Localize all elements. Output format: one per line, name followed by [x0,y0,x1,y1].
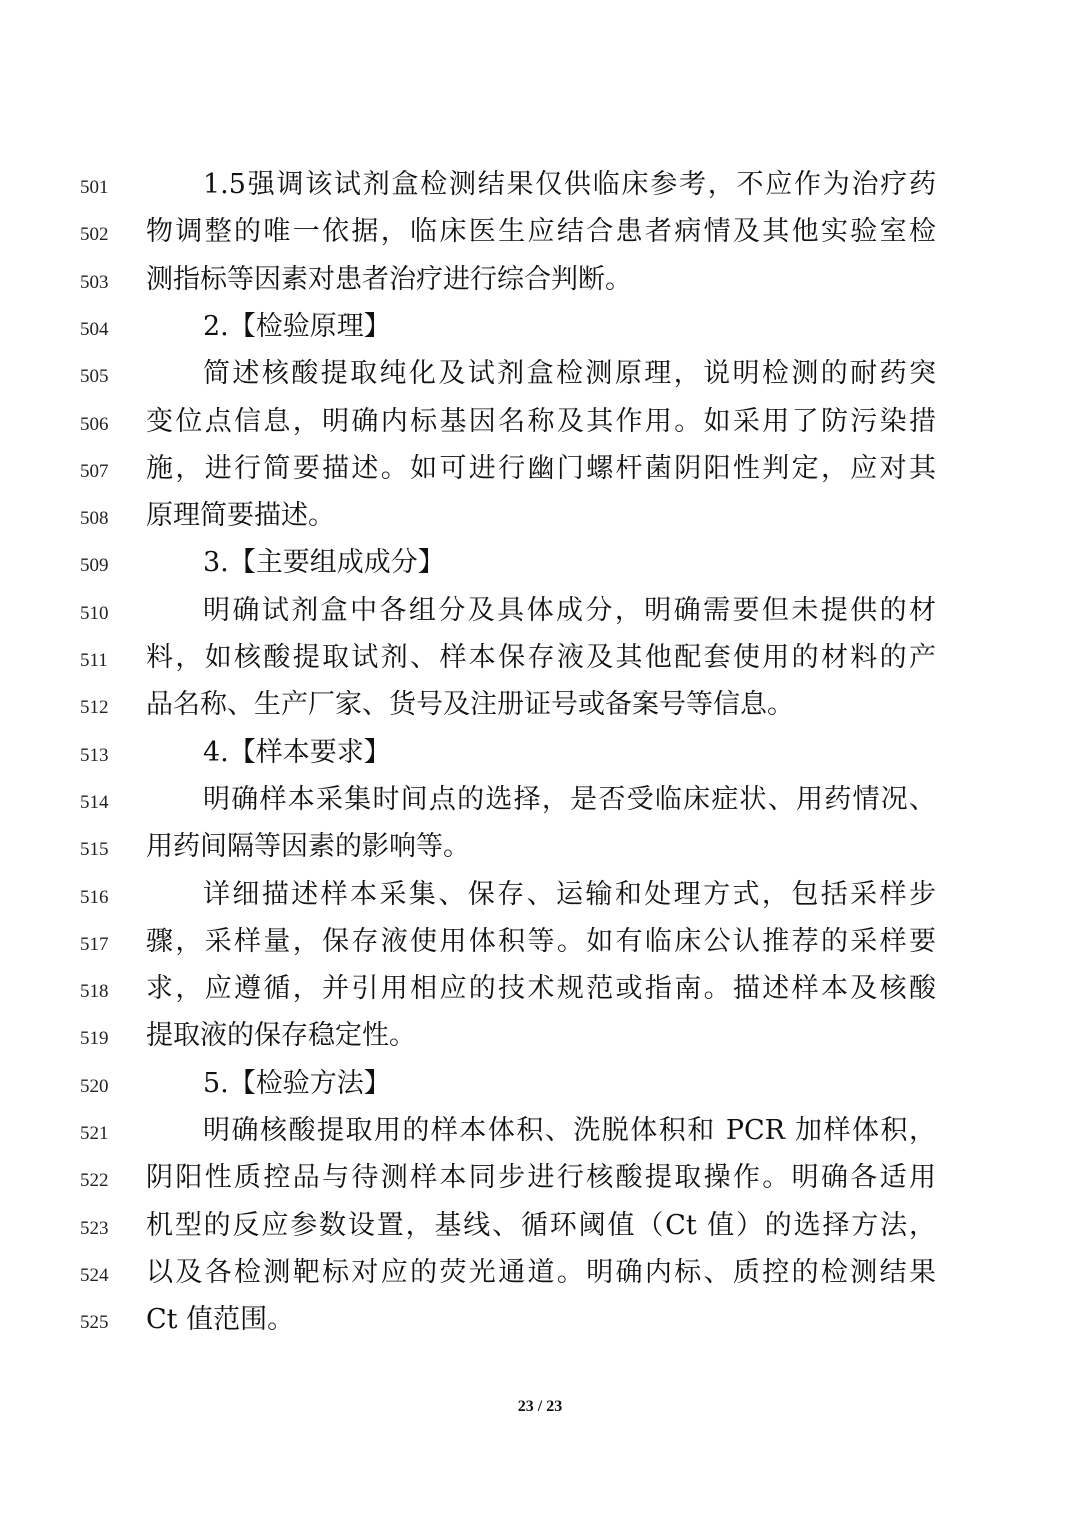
line-number: 503 [80,271,109,293]
line-number: 519 [80,1028,109,1050]
document-line [0,165,1080,211]
document-line [0,260,1080,306]
line-number: 522 [80,1170,109,1192]
line-text: 施，进行简要描述。如可进行幽门螺杆菌阴阳性判定，应对其 [146,452,936,484]
line-number: 513 [80,744,109,766]
line-text: 品名称、生产厂家、货号及注册证号或备案号等信息。 [146,689,794,721]
line-number: 509 [80,555,109,577]
line-text: 求，应遵循，并引用相应的技术规范或指南。描述样本及核酸 [146,973,936,1005]
line-text: 骤，采样量，保存液使用体积等。如有临床公认推荐的采样要 [146,925,936,957]
document-line [0,449,1080,495]
line-number: 514 [80,791,109,813]
document-line [0,212,1080,258]
line-number: 524 [80,1264,109,1286]
line-text: 料，如核酸提取试剂、样本保存液及其他配套使用的材料的产 [146,642,936,673]
document-line [0,1300,1080,1346]
line-text: 提取液的保存稳定性。 [146,1020,416,1052]
line-text: 3.【主要组成成分】 [203,547,445,579]
line-text: 阴阳性质控品与待测样本同步进行核酸提取操作。明确各适用 [146,1162,936,1194]
document-line [0,922,1080,968]
document-line [0,354,1080,400]
line-text: 明确样本采集时间点的选择，是否受临床症状、用药情况、 [203,783,936,815]
document-line [0,1064,1080,1110]
line-number: 517 [80,933,109,955]
line-number: 508 [80,508,109,530]
document-line [0,1253,1080,1299]
document-line [0,402,1080,448]
line-text: 以及各检测靶标对应的荧光通道。明确内标、质控的检测结果 [146,1256,936,1288]
line-number: 507 [80,460,109,482]
line-text: 用药间隔等因素的影响等。 [146,831,470,863]
document-line [0,543,1080,589]
line-text: 5.【检验方法】 [203,1067,391,1099]
document-line [0,780,1080,826]
line-text: 详细描述样本采集、保存、运输和处理方式，包括采样步 [203,878,936,910]
line-number: 504 [80,318,109,340]
document-line [0,1158,1080,1204]
line-text: 变位点信息，明确内标基因名称及其作用。如采用了防污染措 [146,405,936,437]
document-line [0,1016,1080,1062]
line-text: 简述核酸提取纯化及试剂盒检测原理，说明检测的耐药突 [203,358,936,390]
line-text: Ct 值范围。 [146,1304,295,1336]
line-number: 520 [80,1075,109,1097]
document-line [0,307,1080,353]
line-number: 510 [80,602,109,624]
line-number: 511 [80,650,108,671]
line-text: 测指标等因素对患者治疗进行综合判断。 [146,263,632,295]
line-text: 1.5强调该试剂盒检测结果仅供临床参考，不应作为治疗药 [203,169,936,200]
line-text: 2.【检验原理】 [203,310,391,342]
line-text: 明确核酸提取用的样本体积、洗脱体积和 PCR 加样体积， [203,1115,936,1146]
line-number: 521 [80,1123,109,1144]
document-line [0,638,1080,684]
line-number: 505 [80,366,109,388]
line-number: 518 [80,981,109,1003]
line-number: 506 [80,413,109,435]
line-number: 512 [80,697,109,719]
line-text: 明确试剂盒中各组分及具体成分，明确需要但未提供的材 [203,594,936,626]
document-line [0,827,1080,873]
line-text: 4.【样本要求】 [203,736,391,768]
line-text: 物调整的唯一依据，临床医生应结合患者病情及其他实验室检 [146,216,936,248]
line-number: 516 [80,886,109,908]
line-number: 523 [80,1217,109,1239]
line-number: 501 [80,177,109,198]
document-line [0,1111,1080,1157]
document-line [0,591,1080,637]
document-line [0,733,1080,779]
document-line [0,496,1080,542]
line-number: 515 [80,839,109,861]
document-line [0,685,1080,731]
line-text: 原理简要描述。 [146,500,335,532]
page-number: 23 / 23 [517,1398,563,1415]
document-line [0,969,1080,1015]
document-line [0,875,1080,921]
line-number: 502 [80,224,109,246]
line-number: 525 [80,1312,109,1334]
line-text: 机型的反应参数设置，基线、循环阈值（Ct 值）的选择方法， [146,1209,936,1241]
document-line [0,1206,1080,1252]
